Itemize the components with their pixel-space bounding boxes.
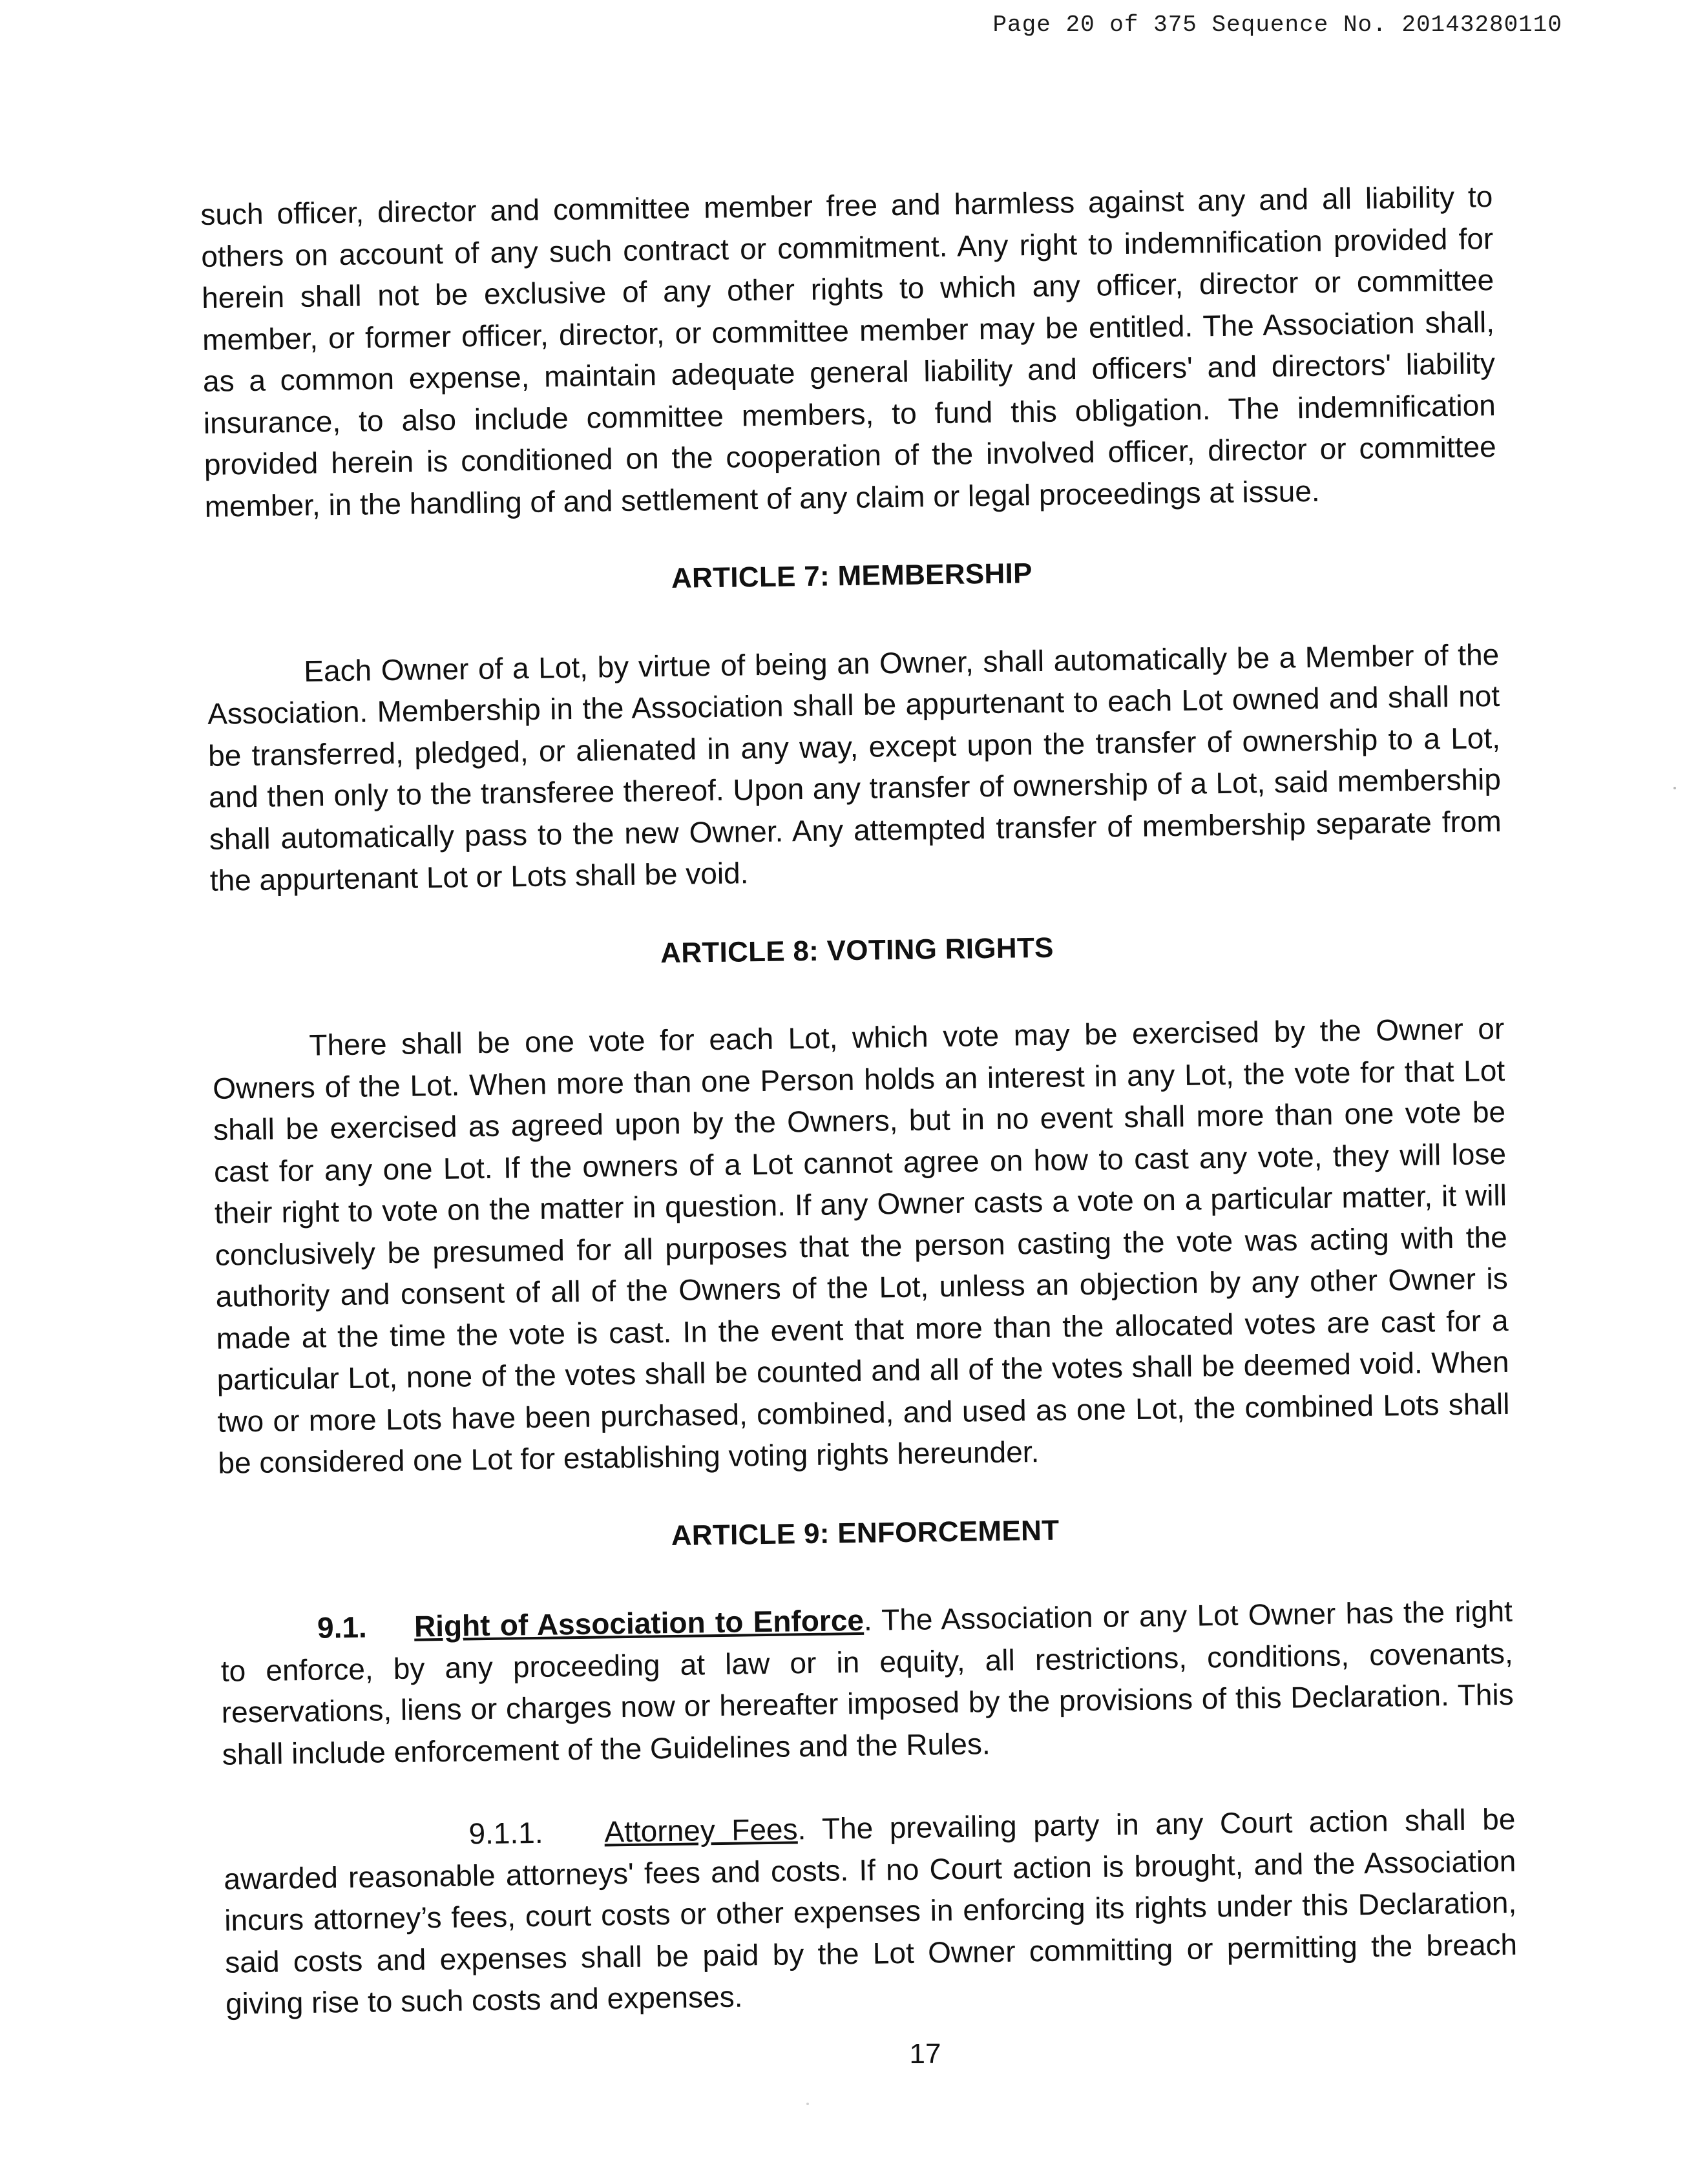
document-body — [200, 176, 1518, 2024]
section-9-1-paragraph — [220, 1590, 1515, 1775]
article6-continuation-paragraph: such officer, director and committee member free and harmless against any and all liability to others on account of any such contract or commitment. Any right to indemnification provided for herein shall not be exclusive of any other rights to which any officer, director or committee member, or former officer, director, or committee member may be entitled. The Association shall, as a common expense, maintain adequate general liability and officers' and directors' liability insurance, to also include committee members, to fund this obligation. The indemnification provided herein is conditioned on the cooperation of the involved officer, director or committee member, in the handling of and settlement of any claim or legal proceedings at issue. — [200, 180, 1497, 523]
scan-speck — [806, 2103, 809, 2105]
article8-heading: ARTICLE 8: VOTING RIGHTS — [660, 931, 1054, 969]
section-9-1-1-paragraph — [223, 1798, 1518, 2024]
section-9-1-1-text: . The prevailing party in any Court action shall be awarded reasonable attorneys' fees and costs. If no Court action is brought, and the Association incurs attorney’s fees, court costs or other expenses in enforcing its rights under this Declaration, said costs and expenses shall be paid by the Lot Owner committing or permitting the breach giving rise to such costs and expenses. — [224, 1802, 1518, 2021]
scan-speck — [1673, 787, 1676, 789]
article8-paragraph: There shall be one vote for each Lot, which vote may be exercised by the Owner or Owners of the Lot. When more than one Person holds an interest in any Lot, the vote for that Lot shall be exercised as agreed upon by the Owners, but in no event shall more than one vote be cast for any one Lot. If the owners of a Lot cannot agree on how to cast any vote, they will lose their right to vote on the matter in question. If any Owner casts a vote on a particular matter, it will conclusively be presumed for all purposes that the person casting the vote was acting with the authority and consent of all of the Owners of the Lot, unless an objection by any other Owner is made at the time the vote is cast. In the event that more than the allocated votes are cast for a particular Lot, none of the votes shall be counted and all of the votes shall be deemed void. When two or more Lots have been purchased, combined, and used as one Lot, the combined Lots shall be considered one Lot for establishing voting rights hereunder. — [212, 1011, 1510, 1480]
section-9-1-text: . The Association or any Lot Owner has the right to enforce, by any proceeding at law or in equity, all restrictions, conditions, covenants, reservations, liens or charges now or hereafter imposed by the provisions of this Declaration. This shall include enforcement of the Guidelines and the Rules. — [220, 1594, 1514, 1771]
section-9-1-1-title: Attorney Fees — [604, 1812, 798, 1849]
article7-heading: ARTICLE 7: MEMBERSHIP — [671, 557, 1033, 594]
page-number: 17 — [909, 2038, 941, 2070]
section-9-1-1-number: 9.1.1. — [468, 1815, 543, 1851]
section-9-1-number: 9.1. — [317, 1610, 368, 1645]
article7-paragraph: Each Owner of a Lot, by virtue of being an Owner, shall automatically be a Member of the Association. Membership in the Association shall be appurtenant to each Lot owned and shall not be transferred, pledged, or alienated in any way, except upon the transfer of ownership to a Lot, and then only to the transferee thereof. Upon any transfer of ownership of a Lot, said membership shall automatically pass to the new Owner. Any attempted transfer of membership separate from the appurtenant Lot or Lots shall be void. — [207, 637, 1502, 897]
page-sequence-stamp: Page 20 of 375 Sequence No. 20143280110 — [992, 12, 1562, 38]
article9-heading: ARTICLE 9: ENFORCEMENT — [671, 1514, 1060, 1552]
section-9-1-title: Right of Association to Enforce — [414, 1603, 865, 1643]
